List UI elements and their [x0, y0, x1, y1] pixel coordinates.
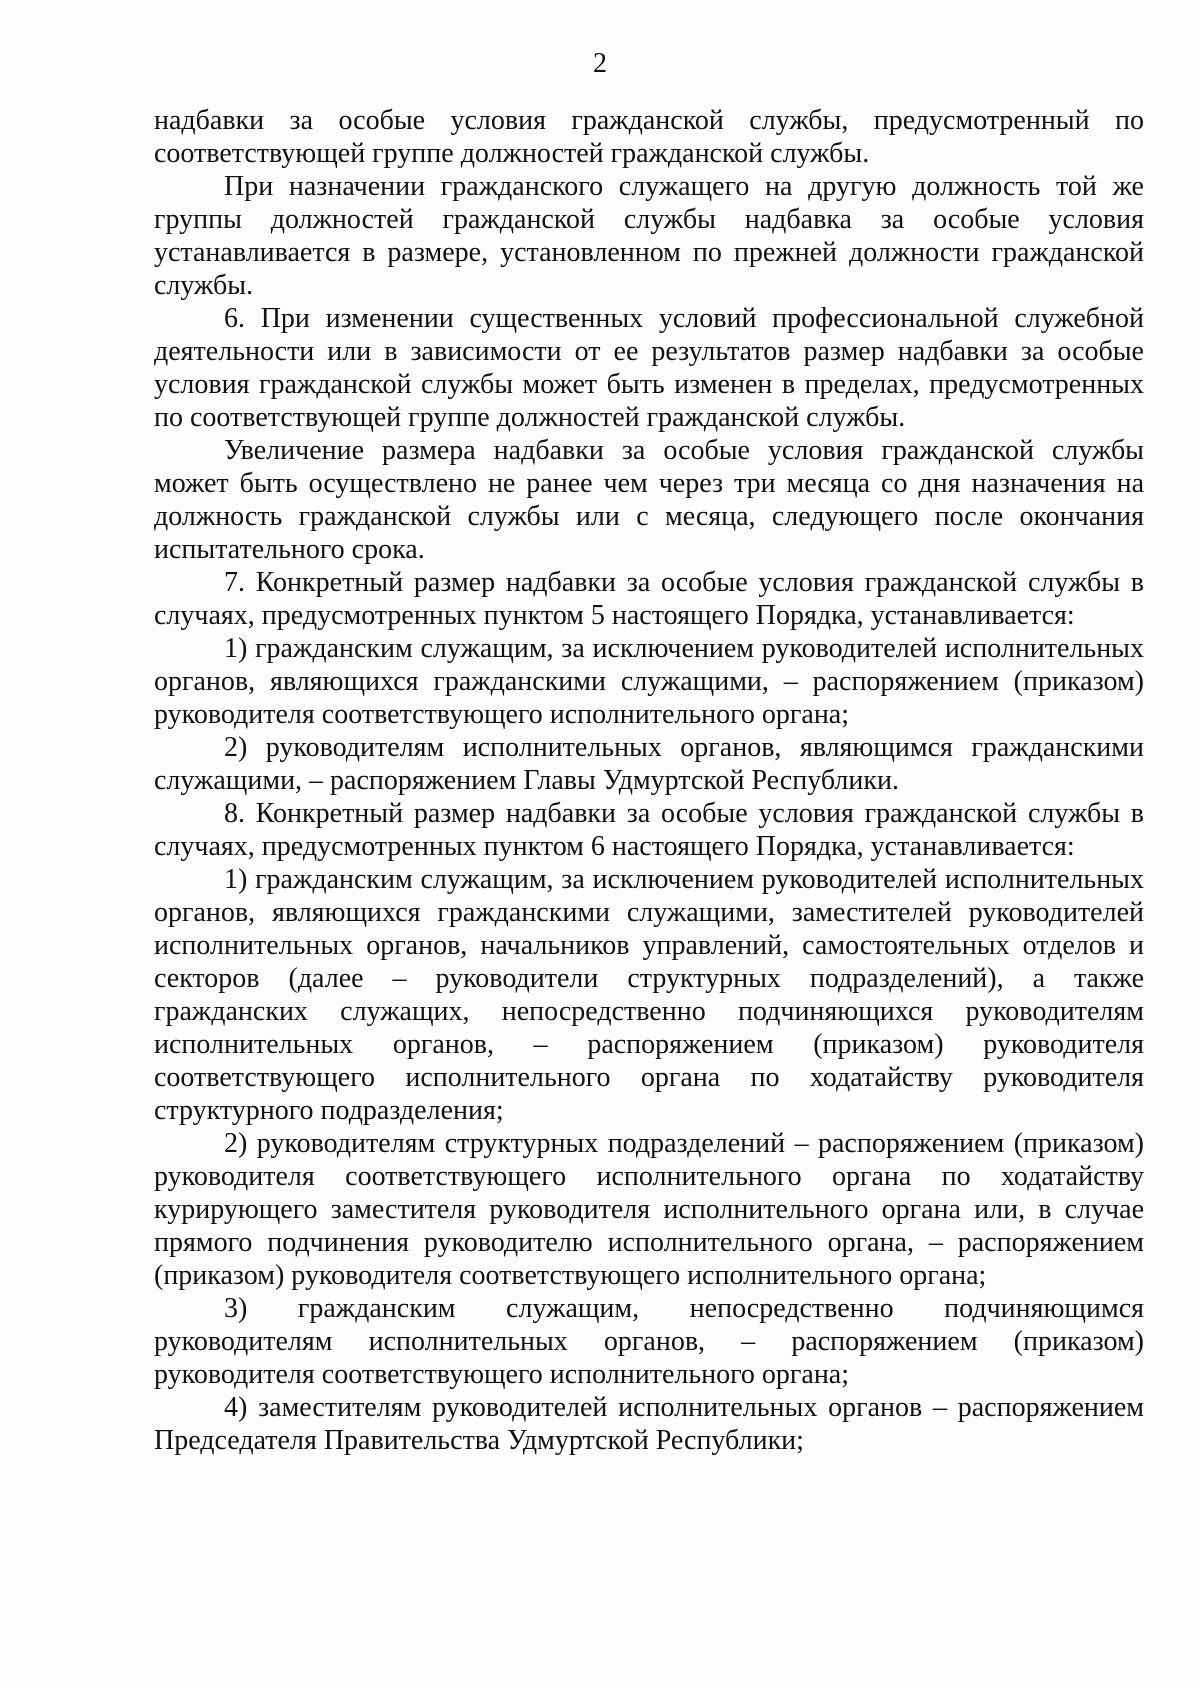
paragraph-7: 2) руководителям исполнительных органов, являющимся гражданскими служащими, – распоряжением Главы Удмуртской Республики. [154, 732, 1144, 796]
document-body [154, 104, 1144, 1457]
paragraph-10: 2) руководителям структурных подразделений – распоряжением (приказом) руководителя соответствующего исполнительного органа по ходатайству курирующего заместителя руководителя исполнительного органа или, в случае прямого подчинения руководителю исполнительного органа, – распоряжением (приказом) руководителя соответствующего исполнительного органа; [154, 1128, 1144, 1291]
paragraph-11: 3) гражданским служащим, непосредственно подчиняющимся руководителям исполнительных органов, – распоряжением (приказом) руководителя соответствующего исполнительного органа; [154, 1293, 1144, 1390]
paragraph-4: Увеличение размера надбавки за особые условия гражданской службы может быть осуществлено не ранее чем через три месяца со дня назначения на должность гражданской службы или с месяца, следующего после окончания испытательного срока. [154, 435, 1144, 565]
paragraph-9: 1) гражданским служащим, за исключением руководителей исполнительных органов, являющихся гражданскими служащими, заместителей руководителей исполнительных органов, начальников управлений, самостоятельных отделов и секторов (далее – руководители структурных подразделений), а также гражданских служащих, непосредственно подчиняющихся руководителям исполнительных органов, – распоряжением (приказом) руководителя соответствующего исполнительного органа по ходатайству руководителя структурного подразделения; [154, 864, 1144, 1126]
paragraph-2: При назначении гражданского служащего на другую должность той же группы должностей гражданской службы надбавка за особые условия устанавливается в размере, установленном по прежней должности гражданской службы. [154, 171, 1144, 301]
paragraph-12: 4) заместителям руководителей исполнительных органов – распоряжением Председателя Правительства Удмуртской Республики; [154, 1392, 1144, 1456]
paragraph-6: 1) гражданским служащим, за исключением руководителей исполнительных органов, являющихся гражданскими служащими, – распоряжением (приказом) руководителя соответствующего исполнительного органа; [154, 633, 1144, 730]
paragraph-8: 8. Конкретный размер надбавки за особые условия гражданской службы в случаях, предусмотренных пунктом 6 настоящего Порядка, устанавливается: [154, 798, 1144, 862]
paragraph-5: 7. Конкретный размер надбавки за особые условия гражданской службы в случаях, предусмотренных пунктом 5 настоящего Порядка, устанавливается: [154, 567, 1144, 631]
paragraph-3: 6. При изменении существенных условий профессиональной служебной деятельности или в зависимости от ее результатов размер надбавки за особые условия гражданской службы может быть изменен в пределах, предусмотренных по соответствующей группе должностей гражданской службы. [154, 303, 1144, 433]
paragraph-1: надбавки за особые условия гражданской службы, предусмотренный по соответствующей группе должностей гражданской службы. [154, 105, 1144, 169]
page-number: 2 [593, 48, 607, 79]
